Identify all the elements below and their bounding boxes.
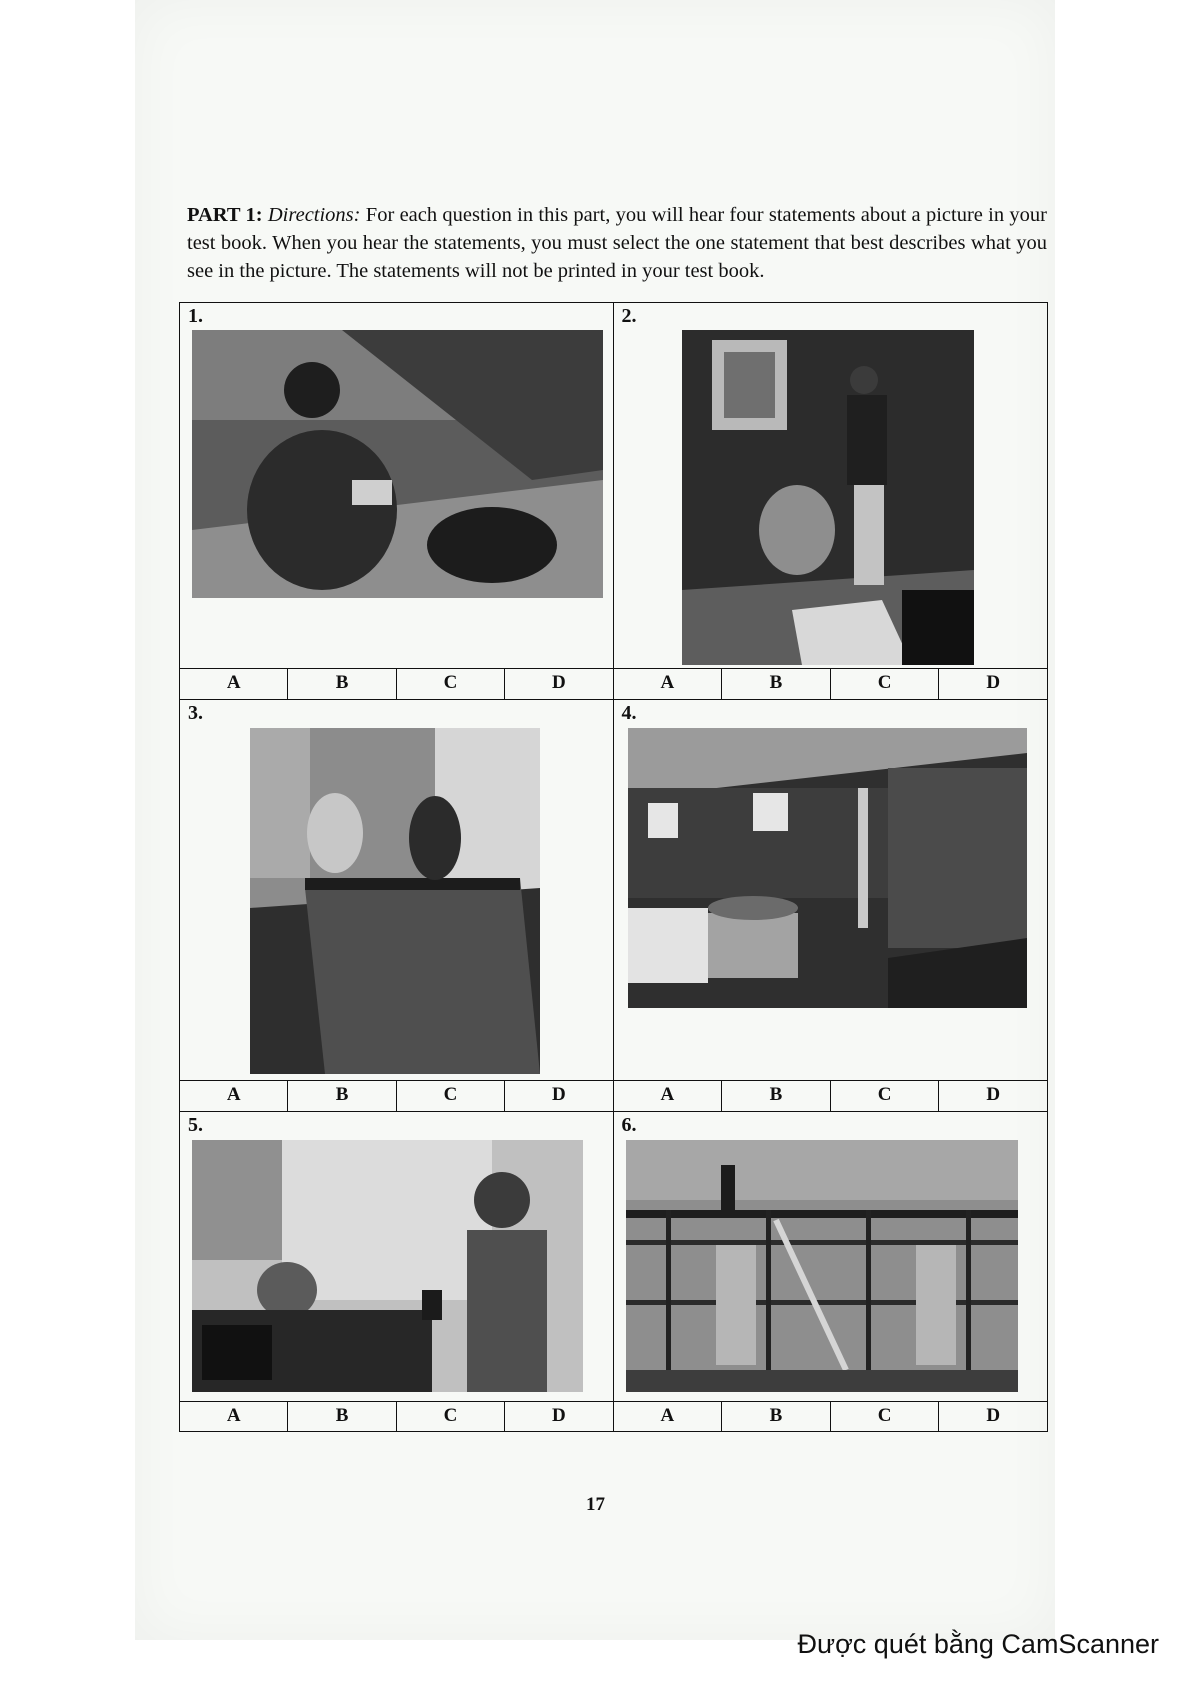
- directions-text: For each question in this part, you will hear four statements about a picture in your test book. When you hear the statements, you must select the one statement that best describes what you see in the picture. The statements will not be printed in your test book.: [187, 204, 1047, 282]
- answer-options: [614, 668, 1048, 699]
- picture-person-reading-by-water: [192, 330, 603, 598]
- option-c[interactable]: C: [831, 669, 940, 699]
- picture-office-conversation: [192, 1140, 583, 1392]
- picture-two-people-laying-carpet: [250, 728, 540, 1074]
- question-1: [180, 303, 614, 700]
- picture-woman-with-basket: [682, 330, 974, 665]
- option-a[interactable]: A: [180, 1081, 288, 1111]
- option-d[interactable]: D: [986, 1405, 1001, 1426]
- question-number: 1.: [188, 305, 203, 327]
- option-d[interactable]: D: [986, 672, 1001, 693]
- option-b[interactable]: B: [288, 669, 396, 699]
- question-number: 6.: [621, 1114, 637, 1136]
- option-c[interactable]: C: [831, 1081, 940, 1111]
- option-a[interactable]: A: [180, 669, 288, 699]
- option-c[interactable]: C: [397, 1081, 505, 1111]
- option-d[interactable]: D: [986, 1084, 1001, 1105]
- option-a[interactable]: A: [180, 1402, 288, 1432]
- option-d[interactable]: D: [551, 1084, 566, 1105]
- question-number: 4.: [621, 702, 637, 724]
- question-number: 3.: [188, 702, 203, 724]
- question-2: [614, 303, 1048, 700]
- part-label: PART 1:: [187, 204, 263, 226]
- option-b[interactable]: B: [722, 1081, 831, 1111]
- question-grid: [179, 302, 1048, 1432]
- picture-house-with-pumpkins: [628, 728, 1027, 1008]
- option-b[interactable]: B: [722, 1402, 831, 1432]
- question-number: 5.: [188, 1114, 203, 1136]
- option-b[interactable]: B: [288, 1402, 396, 1432]
- option-d[interactable]: D: [551, 1405, 566, 1426]
- answer-options: [614, 1080, 1048, 1111]
- answer-options: [180, 668, 613, 699]
- camscanner-watermark: Được quét bằng CamScanner: [797, 1629, 1159, 1659]
- question-4: [614, 700, 1048, 1112]
- answer-options: [180, 1401, 613, 1432]
- question-number: 2.: [621, 305, 637, 327]
- option-c[interactable]: C: [831, 1402, 940, 1432]
- option-b[interactable]: B: [722, 669, 831, 699]
- directions-label: Directions:: [267, 204, 361, 226]
- question-5: [180, 1112, 614, 1432]
- option-c[interactable]: C: [397, 1402, 505, 1432]
- option-a[interactable]: A: [614, 669, 723, 699]
- question-3: [180, 700, 614, 1112]
- answer-options: [614, 1401, 1048, 1432]
- option-a[interactable]: A: [614, 1081, 723, 1111]
- option-c[interactable]: C: [397, 669, 505, 699]
- page-number: 17: [586, 1494, 605, 1515]
- directions-paragraph: [187, 201, 1047, 285]
- option-a[interactable]: A: [614, 1402, 723, 1432]
- picture-scaffolding-on-building: [626, 1140, 1018, 1392]
- question-6: [614, 1112, 1048, 1432]
- answer-options: [180, 1080, 613, 1111]
- option-b[interactable]: B: [288, 1081, 396, 1111]
- option-d[interactable]: D: [551, 672, 566, 693]
